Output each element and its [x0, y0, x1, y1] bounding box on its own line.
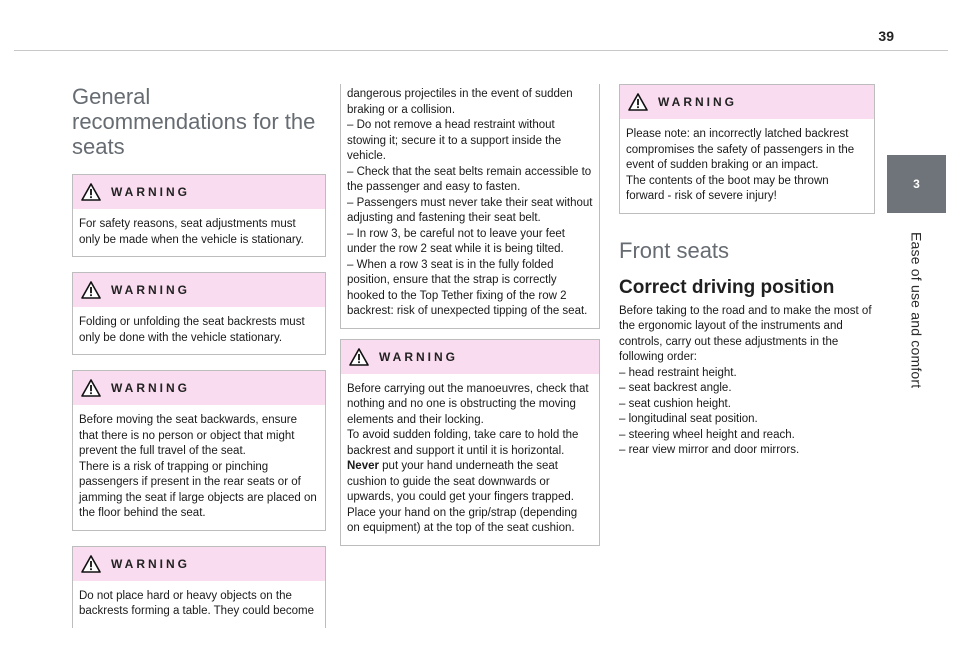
warning-text: dangerous projectiles in the event of sudden braking or a collision.	[347, 88, 573, 116]
chapter-number: 3	[913, 177, 920, 191]
warning-text: For safety reasons, seat adjustments must only be made when the vehicle is stationary.	[79, 218, 304, 246]
list-item: – seat backrest angle.	[619, 382, 732, 394]
column-1	[72, 84, 326, 628]
warning-body	[620, 119, 874, 213]
warning-title: WARNING	[658, 95, 737, 109]
warning-triangle-icon	[349, 348, 369, 366]
warning-text: There is a risk of trapping or pinching passengers if present in the rear seats or of jamming the seat if large objects are placed on the floor behind the seat.	[79, 460, 317, 519]
list-item: – seat cushion height.	[619, 397, 731, 410]
warning-text: Before carrying out the manoeuvres, check that nothing and no one is obstructing the moving elements and their locking.	[347, 382, 589, 426]
warning-title: WARNING	[111, 283, 190, 297]
warning-text: – Do not remove a head restraint without stowing it; secure it to a support inside the vehicle.	[347, 119, 562, 162]
chapter-title: Ease of use and comfort	[908, 231, 925, 389]
warning-box	[72, 174, 326, 257]
warning-title: WARNING	[111, 556, 190, 571]
warning-box-continued	[340, 84, 600, 329]
warning-text: To avoid sudden folding, take care to hold the backrest and support it until it is horizontal.	[347, 429, 579, 457]
warning-body	[73, 307, 325, 354]
list-item: – longitudinal seat position.	[619, 413, 758, 425]
warning-title: WARNING	[111, 381, 190, 395]
warning-text	[347, 459, 593, 506]
warning-text: – Check that the seat belts remain accessible to the passenger and easy to fasten.	[347, 165, 592, 193]
column-3	[619, 84, 875, 459]
warning-body	[73, 405, 325, 530]
warning-triangle-icon	[81, 379, 101, 397]
warning-box	[72, 546, 326, 628]
warning-text-rest: put your hand underneath the seat cushion to guide the seat downwards or upwards, you could get your fingers trapped.	[347, 460, 574, 503]
warning-text: – Passengers must never take their seat without adjusting and fastening their seat belt.	[347, 196, 593, 224]
warning-text: Do not place hard or heavy objects on the backrests forming a table. They could become	[79, 589, 315, 617]
emphasis-never: Never	[347, 460, 379, 472]
warning-header	[341, 340, 599, 374]
chapter-tab[interactable]	[887, 155, 946, 213]
warning-body	[341, 374, 599, 545]
warning-header	[73, 273, 325, 307]
header-rule	[14, 50, 948, 51]
warning-header	[73, 371, 325, 405]
warning-header	[73, 547, 325, 581]
warning-header	[73, 175, 325, 209]
warning-box	[340, 339, 600, 546]
warning-text: – In row 3, be careful not to leave your feet under the row 2 seat while it is being tilted.	[347, 227, 565, 255]
intro-paragraph: Before taking to the road and to make the most of the ergonomic layout of the instruments and controls, carry out these adjustments in the following order:	[619, 304, 872, 363]
warning-header	[620, 85, 874, 119]
warning-title: WARNING	[379, 349, 458, 364]
warning-triangle-icon	[628, 93, 648, 111]
warning-text: Please note: an incorrectly latched backrest compromises the safety of passengers in the event of sudden braking or an impact.	[626, 128, 855, 171]
page-number: 39	[878, 28, 894, 44]
section-heading-front-seats: Front seats	[619, 237, 730, 263]
warning-box	[72, 370, 326, 531]
warning-text: Place your hand on the grip/strap (depending on equipment) at the top of the seat cushion.	[347, 506, 578, 534]
warning-body	[73, 581, 325, 628]
section-heading-general: General recommendations for the seats	[72, 84, 316, 159]
warning-text: Before moving the seat backwards, ensure that there is no person or object that might prevent the full travel of the seat.	[79, 414, 297, 457]
warning-title: WARNING	[111, 185, 190, 199]
column-2	[340, 84, 600, 546]
warning-triangle-icon	[81, 183, 101, 201]
subheading-driving-position: Correct driving position	[619, 276, 835, 298]
list-item: – rear view mirror and door mirrors.	[619, 444, 800, 456]
chapter-title-box	[879, 220, 954, 400]
warning-triangle-icon	[81, 555, 101, 573]
warning-box	[619, 84, 875, 214]
warning-text: Folding or unfolding the seat backrests must only be done with the vehicle stationary.	[79, 316, 305, 344]
warning-box	[72, 272, 326, 355]
driving-position-text	[619, 304, 875, 459]
list-item: – steering wheel height and reach.	[619, 428, 795, 441]
warning-triangle-icon	[81, 281, 101, 299]
warning-text: – When a row 3 seat is in the fully folded position, ensure that the strap is correctly hooked to the Top Tether fixing of the row 2 backrest: risk of unexpected tipping of the seat.	[347, 258, 588, 317]
warning-body	[341, 84, 599, 328]
warning-text: The contents of the boot may be thrown forward - risk of severe injury!	[626, 174, 829, 202]
warning-body	[73, 209, 325, 256]
list-item: – head restraint height.	[619, 366, 737, 379]
